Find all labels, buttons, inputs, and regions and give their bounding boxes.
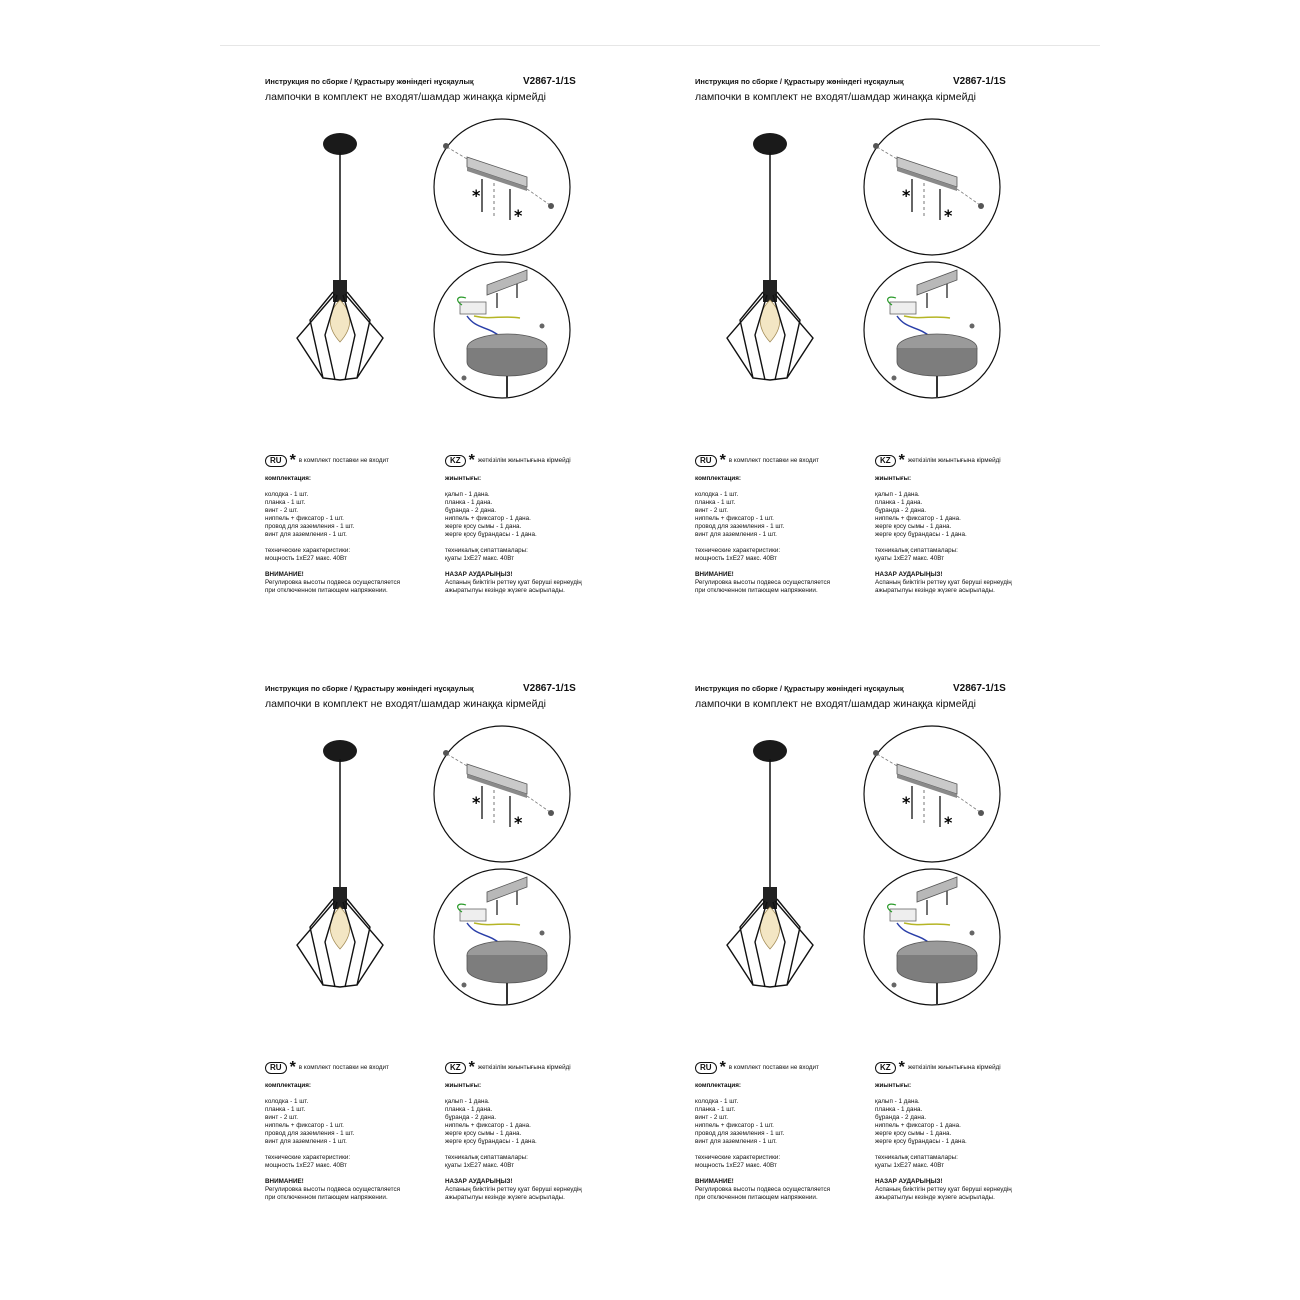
kz-warning-title: НАЗАР АУДАРЫҢЫЗ! [875,571,943,578]
kz-warning-line: ажыратылуы кезінде жүзеге асырылады. [445,587,565,594]
kz-kit-item: жерге қосу бұрандасы - 1 дана. [875,531,967,538]
wiring-canopy-diagram [862,867,1002,1007]
kz-kit-item: жерге қосу сымы - 1 дана. [875,1130,952,1137]
kz-kit-item: жерге қосу бұрандасы - 1 дана. [445,531,537,538]
mounting-bracket-diagram [432,724,572,864]
ru-kit-title: комплектация: [695,475,741,482]
ru-kit-item: провод для заземления - 1 шт. [265,1130,355,1137]
ru-kit-item: винт для заземления - 1 шт. [265,531,347,538]
kz-kit-item: планка - 1 дана. [875,499,923,506]
ru-specs-title: технические характеристики: [265,1154,351,1161]
wiring-canopy-diagram [432,867,572,1007]
ru-specs: мощность 1хЕ27 макс. 40Вт [695,555,777,562]
panel-header: Инструкция по сборке / Құрастыру жөніндегі нұсқаулық [695,77,904,86]
kz-kit-item: қалып - 1 дана. [445,1098,490,1105]
ru-kit-item: винт - 2 шт. [265,507,299,514]
kz-kit-item: бұранда - 2 дана. [875,1114,927,1121]
ru-specs-column [695,1059,831,1202]
model-number: V2867-1/1S [953,683,1006,694]
ru-badge: RU [695,1062,717,1074]
ru-specs: мощность 1хЕ27 макс. 40Вт [695,1162,777,1169]
panel-header: Инструкция по сборке / Құрастыру жөніндегі нұсқаулық [265,684,474,693]
ru-badge: RU [265,455,287,467]
ru-warning-line: Регулировка высоты подвеса осуществляется [265,1186,401,1193]
kz-kit-item: ниппель + фиксатор - 1 дана. [445,1122,531,1129]
mounting-bracket-diagram [862,117,1002,257]
ru-kit-item: планка - 1 шт. [265,1106,306,1113]
svg-text:*: * [944,813,953,832]
kz-warning-title: НАЗАР АУДАРЫҢЫЗ! [445,1178,513,1185]
svg-text:*: * [902,793,911,812]
asterisk-icon: * [719,452,726,469]
mounting-bracket-diagram [862,724,1002,864]
ru-note: в комплект поставки не входит [728,1064,819,1071]
ru-warning-line: Регулировка высоты подвеса осуществляется [695,579,831,586]
kz-specs-title: техникалық сипаттамалары: [445,1154,528,1161]
ru-badge: RU [265,1062,287,1074]
wiring-canopy-diagram [432,260,572,400]
ru-note: в комплект поставки не входит [728,457,819,464]
ru-specs: мощность 1хЕ27 макс. 40Вт [265,1162,347,1169]
panel-subtitle: лампочки в комплект не входят/шамдар жинаққа кірмейді [265,698,546,710]
kz-kit-title: жиынтығы: [875,1082,912,1089]
kz-warning-line: Аспаның биіктігін реттеу қуат беруші кернеудің [445,1186,582,1193]
kz-warning-title: НАЗАР АУДАРЫҢЫЗ! [875,1178,943,1185]
ru-kit-item: винт - 2 шт. [265,1114,299,1121]
kz-kit-item: қалып - 1 дана. [445,491,490,498]
kz-kit-item: жерге қосу сымы - 1 дана. [445,523,522,530]
kz-kit-item: ниппель + фиксатор - 1 дана. [875,515,961,522]
kz-badge: KZ [875,455,896,467]
kz-warning-line: Аспаның биіктігін реттеу қуат беруші кернеудің [875,579,1012,586]
ru-kit-item: колодка - 1 шт. [695,1098,739,1105]
kz-kit-item: бұранда - 2 дана. [445,507,497,514]
kz-specs-title: техникалық сипаттамалары: [875,1154,958,1161]
ru-kit-item: колодка - 1 шт. [695,491,739,498]
kz-kit-title: жиынтығы: [445,1082,482,1089]
pendant-lamp-illustration [295,130,415,400]
pendant-lamp-illustration [725,737,845,1007]
kz-kit-item: жерге қосу сымы - 1 дана. [875,523,952,530]
kz-kit-item: планка - 1 дана. [445,499,493,506]
ru-kit-title: комплектация: [265,475,311,482]
kz-kit-item: жерге қосу бұрандасы - 1 дана. [875,1138,967,1145]
kz-note: жеткізілім жиынтығына кірмейді [477,457,571,464]
ru-warning-title: ВНИМАНИЕ! [695,571,734,578]
kz-kit-item: ниппель + фиксатор - 1 дана. [445,515,531,522]
asterisk-icon: * [898,452,905,469]
ru-warning-title: ВНИМАНИЕ! [265,1178,304,1185]
kz-warning-line: Аспаның биіктігін реттеу қуат беруші кернеудің [875,1186,1012,1193]
panel-subtitle: лампочки в комплект не входят/шамдар жинаққа кірмейді [265,91,546,103]
kz-specs-column [875,452,1012,595]
ru-specs-column [695,452,831,595]
svg-text:*: * [514,206,523,225]
ru-kit-item: планка - 1 шт. [695,1106,736,1113]
kz-warning-line: ажыратылуы кезінде жүзеге асырылады. [875,587,995,594]
ru-note: в комплект поставки не входит [298,457,389,464]
kz-badge: KZ [875,1062,896,1074]
ru-warning-title: ВНИМАНИЕ! [265,571,304,578]
ru-kit-item: планка - 1 шт. [695,499,736,506]
pendant-lamp-illustration [725,130,845,400]
ru-warning-line: при отключенном питающем напряжении. [265,587,388,594]
ru-specs-column [265,1059,401,1202]
instruction-panel-1 [220,45,650,645]
ru-kit-item: колодка - 1 шт. [265,1098,309,1105]
kz-specs-column [445,1059,582,1202]
ru-kit-item: ниппель + фиксатор - 1 шт. [695,1122,774,1129]
kz-warning-title: НАЗАР АУДАРЫҢЫЗ! [445,571,513,578]
ru-warning-line: при отключенном питающем напряжении. [695,1194,818,1201]
ru-kit-item: ниппель + фиксатор - 1 шт. [265,515,344,522]
kz-warning-line: ажыратылуы кезінде жүзеге асырылады. [445,1194,565,1201]
svg-text:*: * [472,186,481,205]
ru-kit-item: провод для заземления - 1 шт. [695,523,785,530]
instruction-panel-2 [650,45,1080,645]
asterisk-icon: * [719,1059,726,1076]
kz-specs: қуаты 1хЕ27 макс. 40Вт [875,555,945,562]
ru-kit-item: колодка - 1 шт. [265,491,309,498]
panel-subtitle: лампочки в комплект не входят/шамдар жинаққа кірмейді [695,698,976,710]
asterisk-icon: * [468,1059,475,1076]
svg-text:*: * [514,813,523,832]
kz-note: жеткізілім жиынтығына кірмейді [907,1064,1001,1071]
ru-warning-line: Регулировка высоты подвеса осуществляется [265,579,401,586]
ru-specs: мощность 1хЕ27 макс. 40Вт [265,555,347,562]
panel-subtitle: лампочки в комплект не входят/шамдар жинаққа кірмейді [695,91,976,103]
ru-kit-title: комплектация: [265,1082,311,1089]
ru-warning-line: при отключенном питающем напряжении. [695,587,818,594]
model-number: V2867-1/1S [523,683,576,694]
ru-kit-title: комплектация: [695,1082,741,1089]
kz-specs: қуаты 1хЕ27 макс. 40Вт [445,1162,515,1169]
svg-text:*: * [944,206,953,225]
kz-kit-item: жерге қосу сымы - 1 дана. [445,1130,522,1137]
kz-specs-column [875,1059,1012,1202]
wiring-canopy-diagram [862,260,1002,400]
ru-specs-title: технические характеристики: [695,1154,781,1161]
kz-kit-item: қалып - 1 дана. [875,1098,920,1105]
asterisk-icon: * [898,1059,905,1076]
pendant-lamp-illustration [295,737,415,1007]
kz-kit-item: бұранда - 2 дана. [445,1114,497,1121]
kz-warning-line: ажыратылуы кезінде жүзеге асырылады. [875,1194,995,1201]
kz-kit-item: бұранда - 2 дана. [875,507,927,514]
kz-warning-line: Аспаның биіктігін реттеу қуат беруші кернеудің [445,579,582,586]
kz-specs-title: техникалық сипаттамалары: [445,547,528,554]
ru-specs-column [265,452,401,595]
kz-specs-title: техникалық сипаттамалары: [875,547,958,554]
svg-text:*: * [902,186,911,205]
kz-kit-item: қалып - 1 дана. [875,491,920,498]
kz-kit-title: жиынтығы: [445,475,482,482]
kz-badge: KZ [445,1062,466,1074]
kz-specs: қуаты 1хЕ27 макс. 40Вт [875,1162,945,1169]
kz-kit-item: ниппель + фиксатор - 1 дана. [875,1122,961,1129]
svg-text:*: * [472,793,481,812]
ru-kit-item: провод для заземления - 1 шт. [695,1130,785,1137]
ru-kit-item: ниппель + фиксатор - 1 шт. [265,1122,344,1129]
ru-kit-item: винт для заземления - 1 шт. [695,1138,777,1145]
ru-specs-title: технические характеристики: [695,547,781,554]
kz-specs: қуаты 1хЕ27 макс. 40Вт [445,555,515,562]
kz-kit-item: планка - 1 дана. [445,1106,493,1113]
ru-kit-item: винт - 2 шт. [695,507,729,514]
panel-header: Инструкция по сборке / Құрастыру жөніндегі нұсқаулық [695,684,904,693]
model-number: V2867-1/1S [953,76,1006,87]
mounting-bracket-diagram [432,117,572,257]
ru-kit-item: винт - 2 шт. [695,1114,729,1121]
instruction-panel-3 [220,652,650,1252]
ru-badge: RU [695,455,717,467]
ru-kit-item: провод для заземления - 1 шт. [265,523,355,530]
model-number: V2867-1/1S [523,76,576,87]
kz-note: жеткізілім жиынтығына кірмейді [477,1064,571,1071]
ru-specs-title: технические характеристики: [265,547,351,554]
asterisk-icon: * [468,452,475,469]
ru-warning-line: Регулировка высоты подвеса осуществляется [695,1186,831,1193]
asterisk-icon: * [289,1059,296,1076]
ru-kit-item: ниппель + фиксатор - 1 шт. [695,515,774,522]
ru-kit-item: винт для заземления - 1 шт. [265,1138,347,1145]
kz-kit-item: жерге қосу бұрандасы - 1 дана. [445,1138,537,1145]
instruction-panel-4 [650,652,1080,1252]
kz-kit-item: планка - 1 дана. [875,1106,923,1113]
ru-warning-title: ВНИМАНИЕ! [695,1178,734,1185]
ru-note: в комплект поставки не входит [298,1064,389,1071]
kz-kit-title: жиынтығы: [875,475,912,482]
asterisk-icon: * [289,452,296,469]
kz-badge: KZ [445,455,466,467]
ru-kit-item: планка - 1 шт. [265,499,306,506]
ru-warning-line: при отключенном питающем напряжении. [265,1194,388,1201]
kz-note: жеткізілім жиынтығына кірмейді [907,457,1001,464]
ru-kit-item: винт для заземления - 1 шт. [695,531,777,538]
panel-header: Инструкция по сборке / Құрастыру жөніндегі нұсқаулық [265,77,474,86]
kz-specs-column [445,452,582,595]
